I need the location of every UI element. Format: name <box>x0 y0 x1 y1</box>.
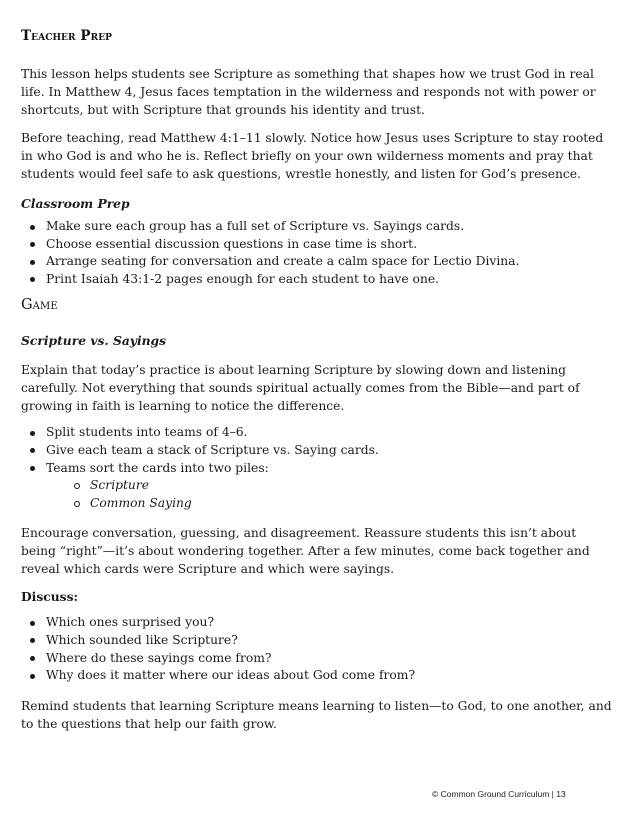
discuss-label: Discuss: <box>21 589 79 605</box>
bullet-icon <box>30 621 35 626</box>
list-item: Why does it matter where our ideas about God come from? <box>21 667 613 685</box>
bullet-icon <box>30 448 35 453</box>
list-item: Where do these sayings come from? <box>21 650 613 668</box>
discuss-questions-list <box>21 614 613 684</box>
game-steps-list <box>21 424 613 512</box>
list-item: Which sounded like Scripture? <box>21 632 613 650</box>
list-item: Split students into teams of 4–6. <box>21 424 613 442</box>
list-item: Print Isaiah 43:1-2 pages enough for each student to have one. <box>21 271 613 289</box>
activity-title: Scripture vs. Sayings <box>21 333 167 349</box>
teacher-prep-intro: This lesson helps students see Scripture as something that shapes how we trust God in real life. In Matthew 4, Jesus faces temptation in the wilderness and responds not with power or shortcuts, but with Scripture that grounds his identity and trust. <box>21 67 596 117</box>
game-heading: Game <box>21 297 58 314</box>
closing-paragraph: Remind students that learning Scripture means learning to listen—to God, to one another, and to the questions that help our faith grow. <box>21 698 612 731</box>
bullet-icon <box>30 431 35 436</box>
list-item: Give each team a stack of Scripture vs. Saying cards. <box>21 442 613 460</box>
bullet-icon <box>30 277 35 282</box>
bullet-icon <box>30 656 35 661</box>
bullet-icon <box>30 466 35 471</box>
piles-list <box>46 477 613 512</box>
game-explain-paragraph: Explain that today’s practice is about learning Scripture by slowing down and listening carefully. Not everything that sounds spiritual actually comes from the Bible—and part of growing in faith is learning to notice the difference. <box>21 363 580 414</box>
list-item: Which ones surprised you? <box>21 614 613 632</box>
teacher-prep-heading: Teacher Prep <box>21 28 113 44</box>
hollow-bullet-icon <box>74 501 80 507</box>
encourage-paragraph: Encourage conversation, guessing, and disagreement. Reassure students this isn’t about being “right”—it’s about wondering together. After a few minutes, come back together and reveal which cards were Scripture and which were sayings. <box>21 526 590 577</box>
bullet-icon <box>30 674 35 679</box>
list-item: Scripture <box>46 477 613 495</box>
before-teaching-paragraph: Before teaching, read Matthew 4:1–11 slowly. Notice how Jesus uses Scripture to stay rooted in who God is and who he is. Reflect briefly on your own wilderness moments and pray that students would feel safe to ask questions, wrestle honestly, and listen for God’s presence. <box>21 131 604 181</box>
list-item: Teams sort the cards into two piles: Scripture Common Saying <box>21 460 613 513</box>
page-footer: © Common Ground Curriculum | 13 <box>432 789 566 799</box>
hollow-bullet-icon <box>74 483 80 489</box>
classroom-prep-heading: Classroom Prep <box>21 196 130 211</box>
list-item: Make sure each group has a full set of Scripture vs. Sayings cards. <box>21 218 613 236</box>
classroom-prep-list <box>21 218 613 288</box>
list-item: Common Saying <box>46 495 613 513</box>
list-item: Arrange seating for conversation and create a calm space for Lectio Divina. <box>21 253 613 271</box>
bullet-icon <box>30 242 35 247</box>
list-item: Choose essential discussion questions in case time is short. <box>21 236 613 254</box>
bullet-icon <box>30 638 35 643</box>
lesson-page <box>21 28 613 733</box>
bullet-icon <box>30 225 35 230</box>
bullet-icon <box>30 260 35 265</box>
